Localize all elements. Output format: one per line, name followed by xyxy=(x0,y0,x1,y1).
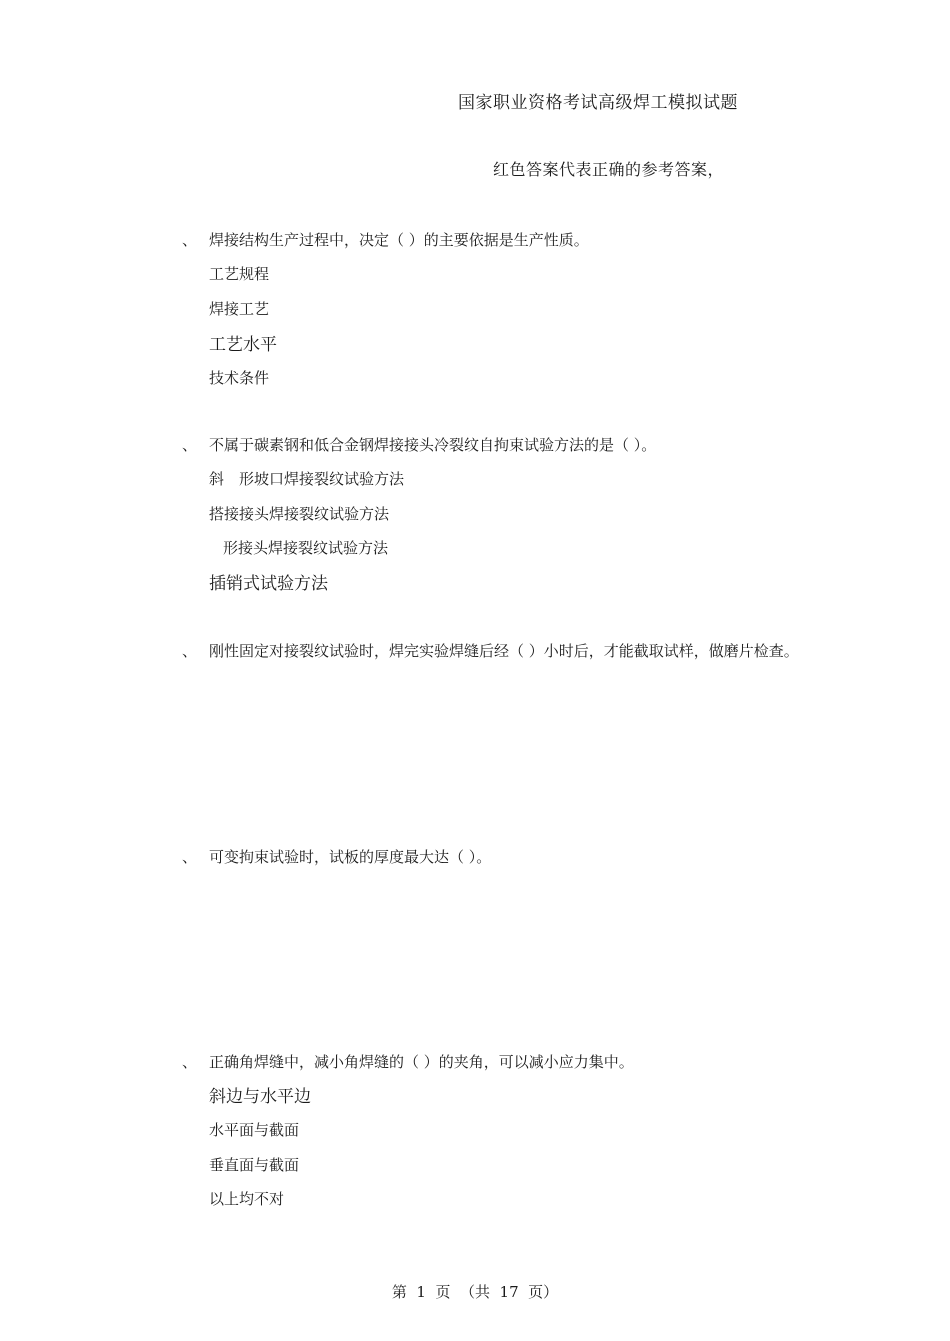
question-5-option-b: 水平面与截面 xyxy=(209,1121,300,1139)
question-3-number: 、 xyxy=(182,642,198,660)
question-1-option-a: 工艺规程 xyxy=(209,265,270,283)
page-footer: 第 1 页 （共 17 页） xyxy=(391,1283,559,1301)
question-4-number: 、 xyxy=(182,848,198,866)
answer-note: 红色答案代表正确的参考答案， xyxy=(493,160,725,179)
question-2-option-c: 形接头焊接裂纹试验方法 xyxy=(223,539,389,557)
question-1-text: 焊接结构生产过程中，决定（ ）的主要依据是生产性质。 xyxy=(209,231,589,249)
question-2-number: 、 xyxy=(182,436,198,454)
question-2-option-a: 斜 形坡口焊接裂纹试验方法 xyxy=(209,470,405,488)
question-5-option-d: 以上均不对 xyxy=(209,1190,285,1208)
document-title: 国家职业资格考试高级焊工模拟试题 xyxy=(458,93,738,113)
question-1-option-d: 技术条件 xyxy=(209,369,270,387)
question-5-text: 正确角焊缝中，减小角焊缝的（ ）的夹角，可以减小应力集中。 xyxy=(209,1053,634,1071)
question-5-option-a: 斜边与水平边 xyxy=(209,1087,311,1107)
question-4-text: 可变拘束试验时，试板的厚度最大达（ ）。 xyxy=(209,848,492,866)
question-2-option-d: 插销式试验方法 xyxy=(209,574,328,594)
question-1-number: 、 xyxy=(182,231,198,249)
question-5-option-c: 垂直面与截面 xyxy=(209,1156,300,1174)
question-1-option-b: 焊接工艺 xyxy=(209,300,270,318)
question-5-number: 、 xyxy=(182,1053,198,1071)
question-1-option-c: 工艺水平 xyxy=(209,335,277,355)
question-2-text: 不属于碳素钢和低合金钢焊接接头冷裂纹自拘束试验方法的是（ ）。 xyxy=(209,436,657,454)
question-2-option-b: 搭接接头焊接裂纹试验方法 xyxy=(209,505,390,523)
question-3-text: 刚性固定对接裂纹试验时，焊完实验焊缝后经（ ）小时后，才能截取试样，做磨片检查。 xyxy=(209,642,799,660)
